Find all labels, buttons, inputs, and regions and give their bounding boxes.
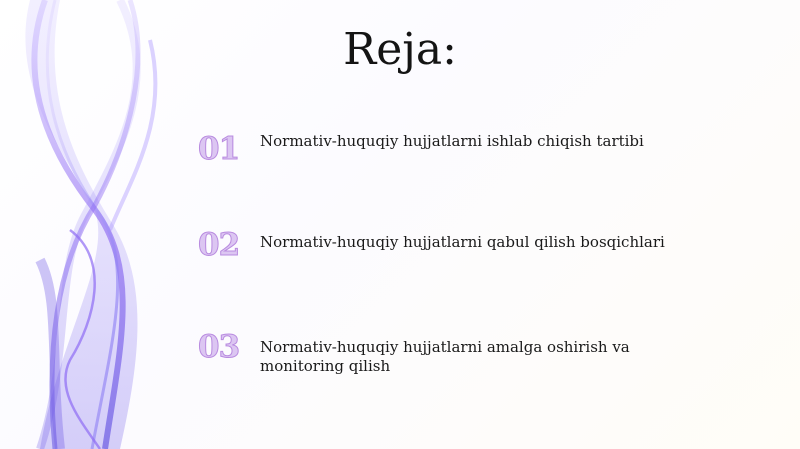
agenda-item-number: 03 — [198, 329, 240, 365]
agenda-item — [198, 228, 758, 262]
agenda-item-number: 02 — [198, 227, 240, 263]
agenda-item-text: Normativ-huquqiy hujjatlarni amalga oshirish va monitoring qilish — [260, 338, 630, 375]
agenda-item — [198, 132, 758, 166]
agenda-item — [198, 330, 758, 376]
decorative-ribbon — [0, 0, 200, 449]
agenda-item-text: Normativ-huquqiy hujjatlarni ishlab chiqish tartibi — [260, 132, 644, 150]
agenda-item-number: 01 — [198, 131, 240, 167]
agenda-item-text: Normativ-huquqiy hujjatlarni qabul qilish bosqichlari — [260, 233, 665, 251]
slide-title: Reja: — [343, 24, 457, 75]
